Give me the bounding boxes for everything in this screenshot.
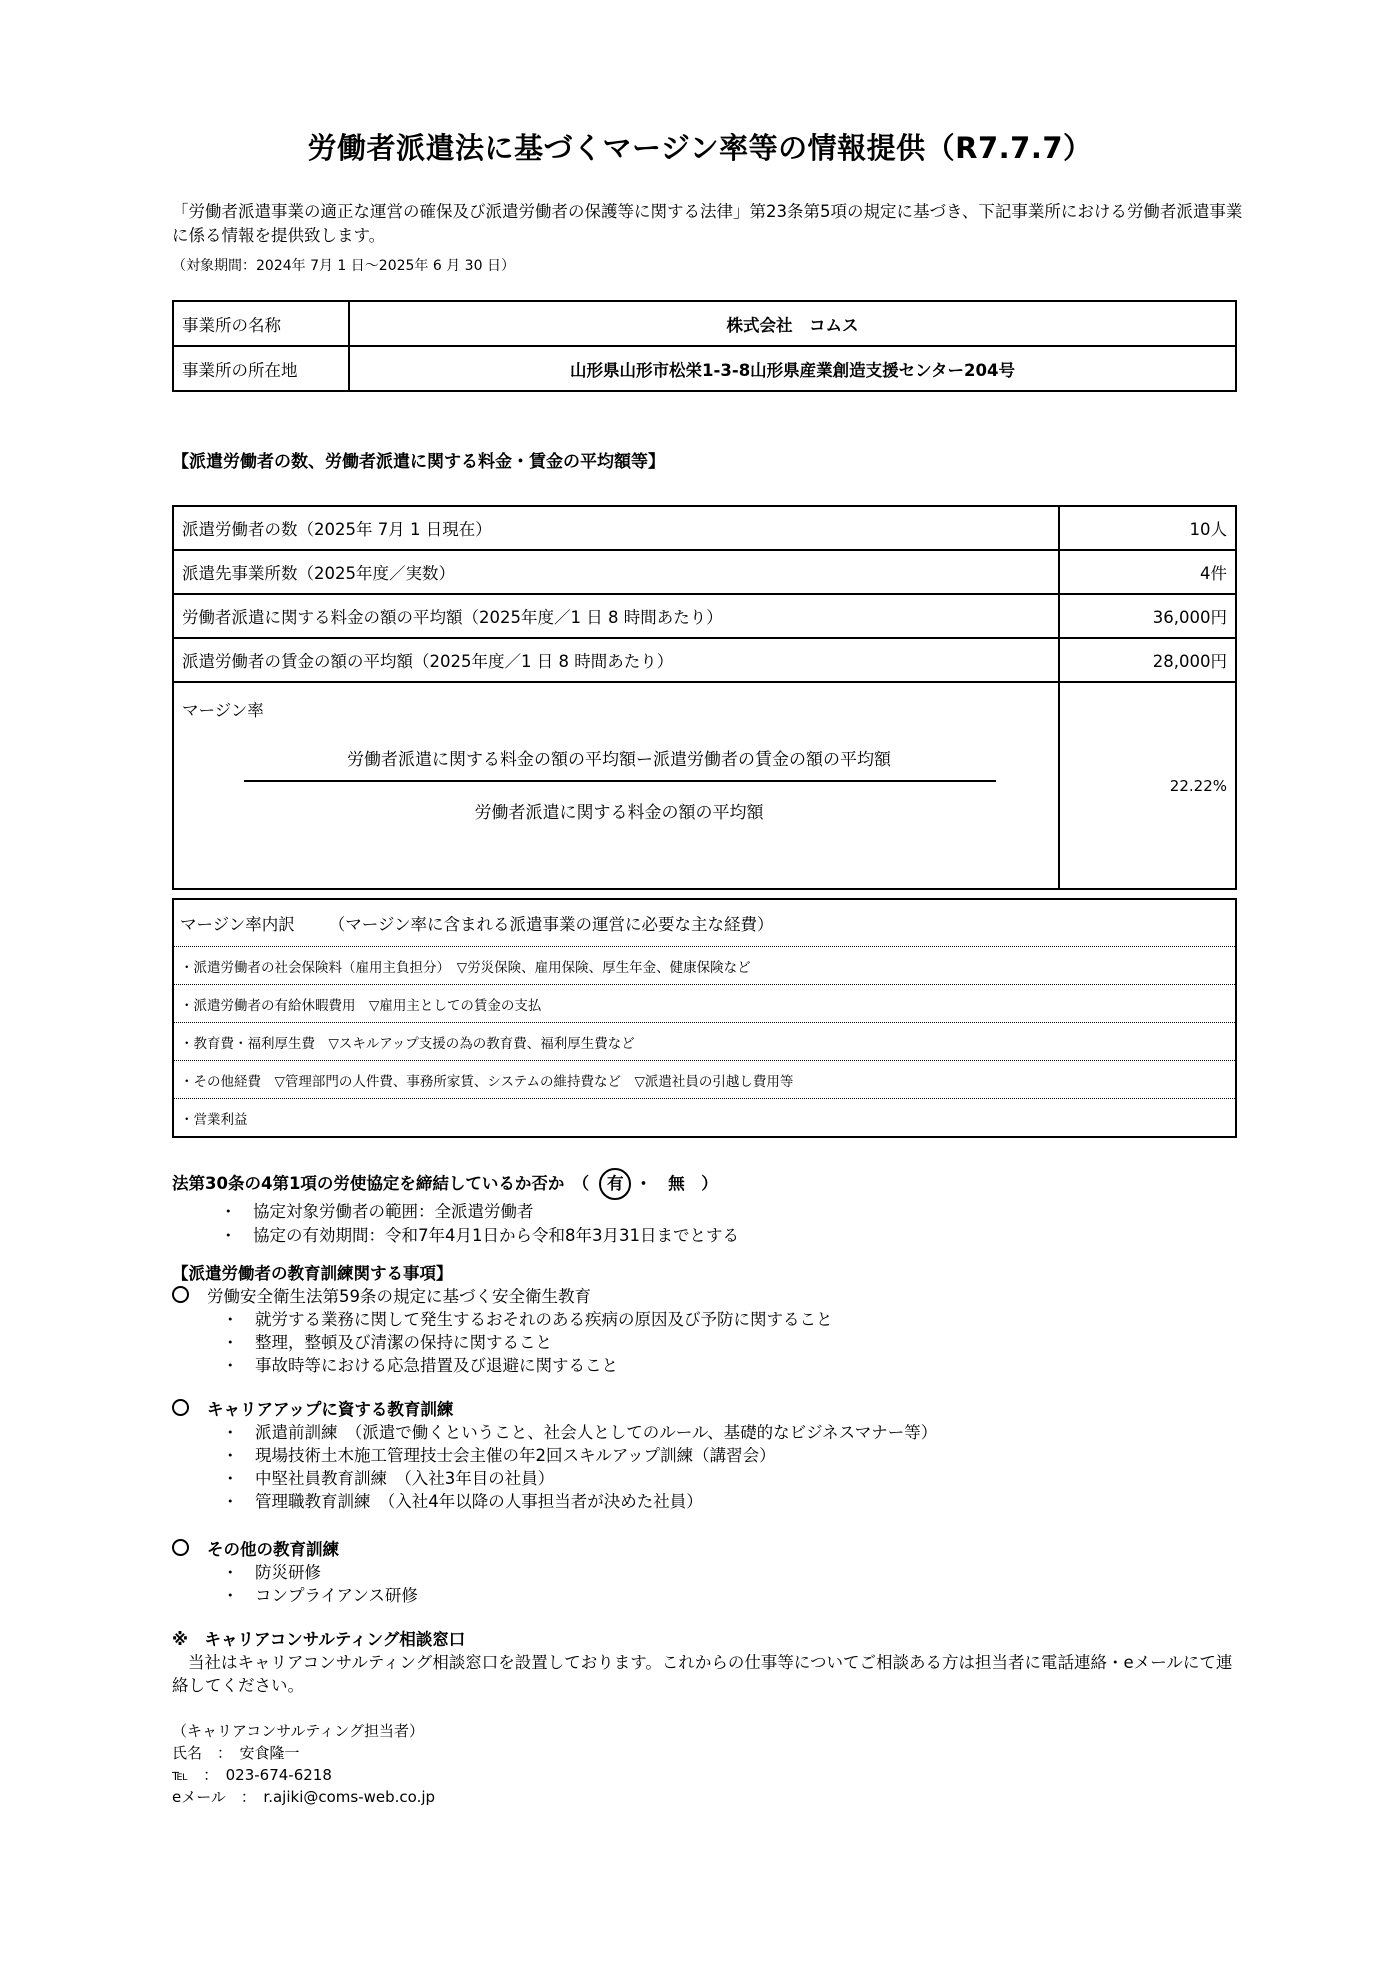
breakdown-item: ・派遣労働者の有給休暇費用 ▽雇用主としての賃金の支払: [173, 985, 1236, 1023]
office-name-value: 株式会社 コムス: [349, 301, 1236, 346]
target-period: （対象期間：2024年 7月 1 日～2025年 6 月 30 日）: [172, 258, 515, 274]
breakdown-item: ・その他経費 ▽管理部門の人件費、事務所家賃、システムの維持費など ▽派遣社員の引越し費用等: [173, 1061, 1236, 1099]
circle-bullet-icon: [172, 1539, 189, 1556]
office-table: [172, 300, 1237, 392]
contact-name: 氏名 ： 安食隆一: [172, 1744, 300, 1762]
breakdown-row: [173, 1061, 1236, 1099]
margin-rate-row: [173, 682, 1236, 889]
stats-value: 10人: [1059, 506, 1236, 550]
fraction-denominator: 労働者派遣に関する料金の額の平均額: [474, 803, 764, 823]
stats-heading: 【派遣労働者の数、労働者派遣に関する料金・賃金の平均額等】: [172, 452, 665, 472]
breakdown-header: [173, 899, 1236, 947]
stats-row: [173, 550, 1236, 594]
stats-row: [173, 506, 1236, 550]
consulting-body: 当社はキャリアコンサルティング相談窓口を設置しております。これからの仕事等についてご相談ある方は担当者に電話連絡・eメールにて連絡してください。: [172, 1653, 1233, 1695]
margin-breakdown-table: [172, 898, 1237, 1138]
office-name-label: 事業所の名称: [173, 301, 349, 346]
breakdown-header-row: [173, 899, 1236, 947]
education-item: ・ 就労する業務に関して発生するおそれのある疾病の原因及び予防に関すること: [222, 1310, 833, 1329]
contact-block: [172, 1720, 435, 1808]
circle-bullet-icon: [172, 1286, 189, 1303]
stats-value: 4件: [1059, 550, 1236, 594]
education-group-title: キャリアアップに資する教育訓練: [207, 1400, 454, 1419]
contact-email: eメール ： r.ajiki@coms-web.co.jp: [172, 1788, 436, 1806]
education-item: ・ 防災研修: [222, 1563, 321, 1582]
stats-label: 労働者派遣に関する料金の額の平均額（2025年度／1 日 8 時間あたり）: [173, 594, 1059, 638]
breakdown-row: [173, 947, 1236, 985]
breakdown-row: [173, 1023, 1236, 1061]
education-item: ・ 整理，整頓及び清潔の保持に関すること: [222, 1333, 552, 1352]
contact-title: （キャリアコンサルティング担当者）: [172, 1722, 425, 1740]
breakdown-item: ・派遣労働者の社会保険料（雇用主負担分） ▽労災保険、雇用保険、厚生年金、健康保険など: [173, 947, 1236, 985]
labor-agreement-text: 法第30条の4第1項の労使協定を締結しているか否か （: [172, 1174, 590, 1193]
circle-bullet-icon: [172, 1399, 189, 1416]
margin-rate-label: マージン率: [182, 701, 264, 720]
education-item: ・ 派遣前訓練 （派遣で働くということ、社会人としてのルール、基礎的なビジネスマナー等）: [222, 1423, 938, 1442]
labor-agreement-question: [172, 1168, 739, 1200]
breakdown-note: （マージン率に含まれる派遣事業の運営に必要な主な経費）: [328, 915, 774, 934]
consulting-section: [172, 1628, 1242, 1697]
office-address-row: [173, 346, 1236, 391]
labor-agreement-line: ・ 協定対象労働者の範囲：全派遣労働者: [220, 1202, 534, 1221]
stats-label: 派遣労働者の数（2025年 7月 1 日現在）: [173, 506, 1059, 550]
margin-rate-fraction: [244, 745, 994, 823]
stats-table: [172, 505, 1237, 890]
education-item: ・ コンプライアンス研修: [222, 1586, 418, 1605]
stats-value: 36,000円: [1059, 594, 1236, 638]
education-group: [172, 1398, 937, 1513]
education-group-title: 労働安全衛生法第59条の規定に基づく安全衛生教育: [207, 1287, 591, 1306]
fraction-numerator: 労働者派遣に関する料金の額の平均額ー派遣労働者の賃金の額の平均額: [347, 750, 891, 770]
stats-label: 派遣先事業所数（2025年度／実数）: [173, 550, 1059, 594]
education-group-title: その他の教育訓練: [207, 1540, 339, 1559]
consulting-heading: ※ キャリアコンサルティング相談窓口: [172, 1630, 466, 1649]
intro-text: 「労働者派遣事業の適正な運営の確保及び派遣労働者の保護等に関する法律」第23条第5項の規定に基づき、下記事業所における労働者派遣事業に係る情報を提供致します。: [172, 202, 1243, 245]
labor-agreement-line: ・ 協定の有効期間：令和7年4月1日から令和8年3月31日までとする: [220, 1226, 739, 1245]
yes-circled-mark: 有: [599, 1168, 631, 1200]
breakdown-item: ・営業利益: [173, 1099, 1236, 1138]
office-address-label: 事業所の所在地: [173, 346, 349, 391]
office-address-value: 山形県山形市松栄1-3-8山形県産業創造支援センター204号: [349, 346, 1236, 391]
page-title: 労働者派遣法に基づくマージン率等の情報提供（R7.7.7）: [307, 131, 1093, 165]
labor-agreement-section: [172, 1168, 739, 1248]
breakdown-label: マージン率内訳: [180, 915, 295, 934]
stats-row: [173, 638, 1236, 682]
stats-value: 28,000円: [1059, 638, 1236, 682]
breakdown-row: [173, 985, 1236, 1023]
margin-rate-formula-cell: [173, 682, 1059, 889]
stats-label: 派遣労働者の賃金の額の平均額（2025年度／1 日 8 時間あたり）: [173, 638, 1059, 682]
education-heading: 【派遣労働者の教育訓練関する事項】: [172, 1264, 453, 1283]
breakdown-item: ・教育費・福利厚生費 ▽スキルアップ支援の為の教育費、福利厚生費など: [173, 1023, 1236, 1061]
office-name-row: [173, 301, 1236, 346]
education-item: ・ 現場技術土木施工管理技士会主催の年2回スキルアップ訓練（講習会）: [222, 1446, 776, 1465]
education-item: ・ 中堅社員教育訓練 （入社3年目の社員）: [222, 1469, 555, 1488]
education-group: [172, 1538, 418, 1607]
education-group: [172, 1285, 833, 1377]
education-item: ・ 事故時等における応急措置及び退避に関すること: [222, 1356, 618, 1375]
education-section: [172, 1262, 833, 1377]
margin-rate-value: 22.22%: [1059, 682, 1236, 889]
contact-tel: ℡ ： 023-674-6218: [172, 1766, 332, 1784]
breakdown-row: [173, 1099, 1236, 1138]
stats-row: [173, 594, 1236, 638]
labor-agreement-no: ・ 無 ）: [635, 1174, 718, 1193]
education-item: ・ 管理職教育訓練 （入社4年以降の人事担当者が決めた社員）: [222, 1492, 703, 1511]
